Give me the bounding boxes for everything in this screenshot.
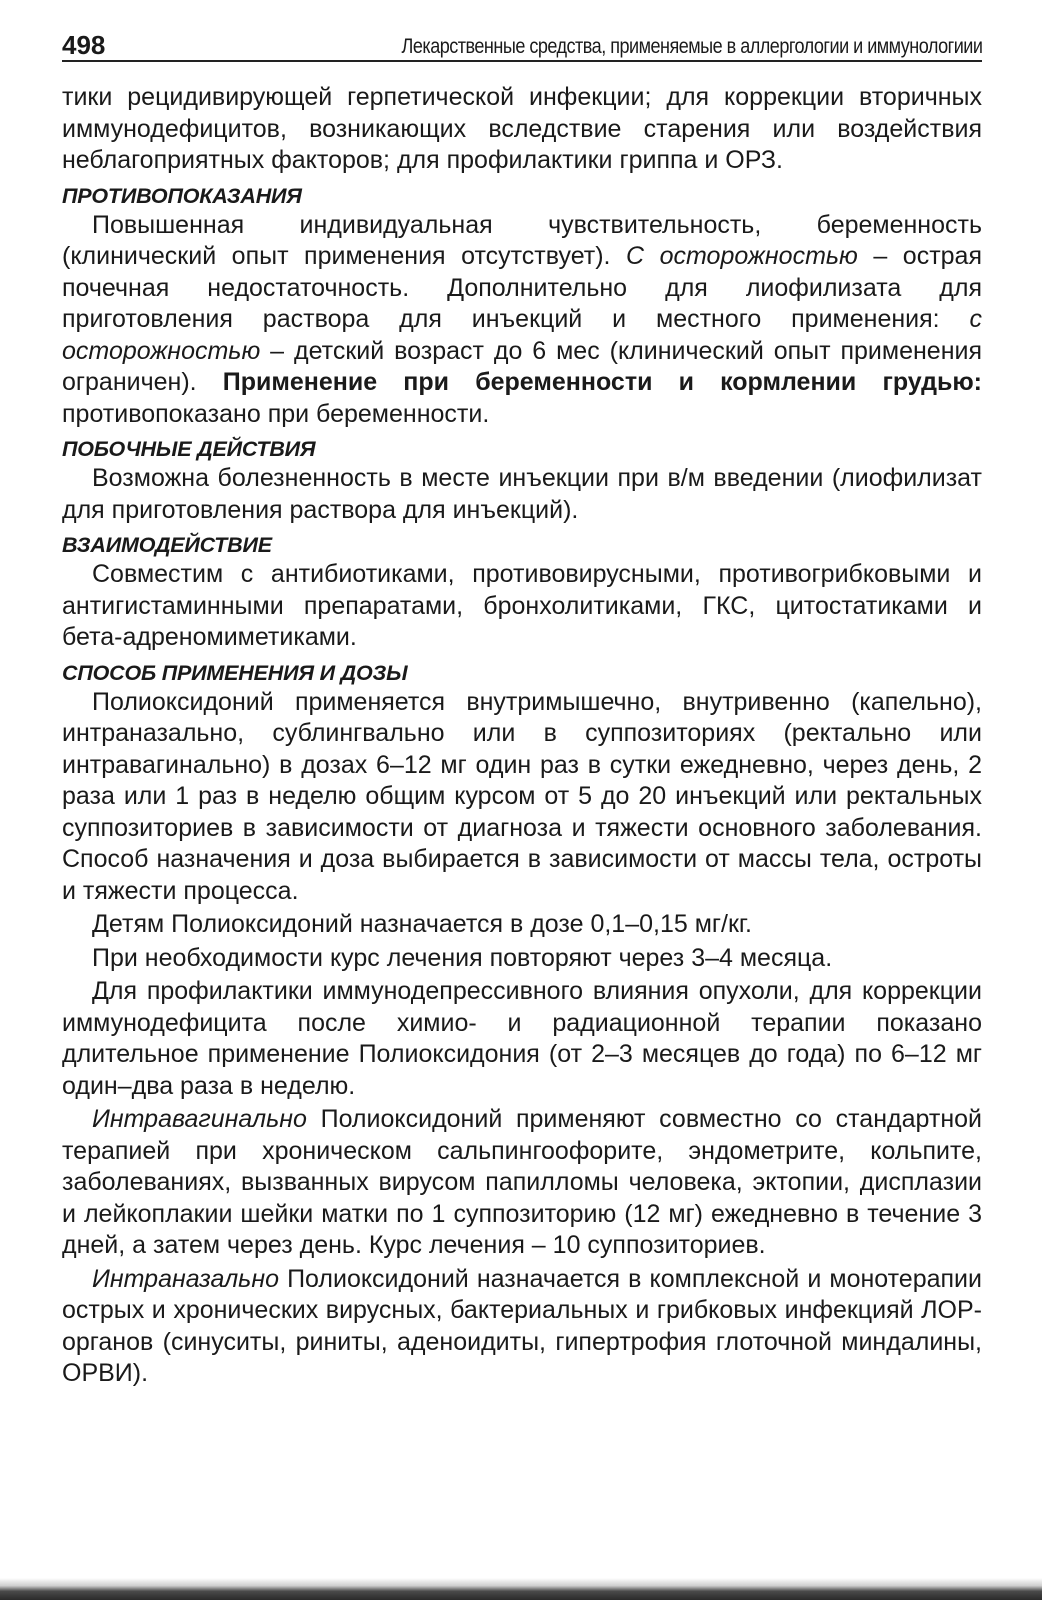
side-effects-heading: ПОБОЧНЫЕ ДЕЙСТВИЯ [62, 437, 316, 461]
caution-label-1: С осторожностью [626, 242, 858, 270]
pregnancy-label: Применение при беременности и кормлении грудью: [222, 368, 982, 396]
contraindications-text-2: – острая почечная недостаточность. Дополнительно для лиофилизата для приготовления раствора для инъекций и местного применения: [62, 242, 983, 333]
intravaginal-text: Полиоксидоний применяют совместно со стандартной терапией при хроническом сальпингоофорите, эндометрите, кольпите, заболеваниях, вызванных вирусом папилломы человека, эктопии, дисплазии и лейкоплакии шейки матки по 1 суппозиторию (12 мг) ежедневно в течение 3 дней, а затем через день. Курс лечения – 10 суппозиториев. [62, 1105, 982, 1259]
intranasal-lead: Интраназально [92, 1264, 279, 1293]
running-title: Лекарственные средства, применяемые в аллергологии и иммунологиии [401, 35, 982, 58]
running-head [62, 24, 982, 62]
dosage-paragraph-repeat: При необходимости курс лечения повторяют через 3–4 месяца. [92, 943, 833, 972]
dosage-paragraph-children: Детям Полиоксидоний назначается в дозе 0,1–0,15 мг/кг. [92, 910, 752, 938]
contraindications-text-1: Повышенная индивидуальная чувствительность, беременность (клинический опыт применения отсутствует). [62, 210, 982, 270]
book-page [62, 24, 982, 1390]
intranasal-text: Полиоксидоний назначается в комплексной и монотерапии острых и хронических вирусных, бактериальных и грибковых инфекцияй ЛОР-органов (синуситы, риниты, аденоидиты, гипертрофия глоточной миндалины, ОРВИ). [62, 1264, 982, 1387]
dosage-paragraph-intranasal [62, 1264, 982, 1390]
article-body [62, 82, 982, 1390]
contraindications-heading: ПРОТИВОПОКАЗАНИЯ [62, 183, 302, 208]
dosage-paragraph-prophylaxis: Для профилактики иммунодепрессивного влияния опухоли, для коррекции иммунодефицита после химио- и радиационной терапии показано длительное применение Полиоксидония (от 2–3 месяцев до года) по 6–12 мг один–два раза в неделю. [62, 977, 982, 1100]
dosage-paragraph-1: Полиоксидоний применяется внутримышечно, внутривенно (капельно), интраназально, сублингвально или в суппозиториях (ректально или интравагинально) в дозах 6–12 мг один раз в сутки ежедневно, через день, 2 раза или 1 раз в неделю общим курсом от 5 до 20 инъекций или ректальных суппозиториев в зависимости от диагноза и тяжести основного заболевания. Способ назначения и доза выбирается в зависимости от массы тела, остроты и тяжести процесса. [62, 687, 982, 905]
intravaginal-lead: Интравагинально [92, 1105, 307, 1133]
side-effects-paragraph: Возможна болезненность в месте инъекции при в/м введении (лиофилизат для приготовления раствора для инъекций). [62, 464, 982, 524]
dosage-heading: СПОСОБ ПРИМЕНЕНИЯ И ДОЗЫ [62, 660, 408, 685]
caution-label-2: с осторожностью [62, 305, 982, 365]
interaction-paragraph: Совместим с антибиотиками, противовирусными, противогрибковыми и антигистаминными препаратами, бронхолитиками, ГКС, цитостатиками и бета-адреномиметиками. [62, 560, 982, 651]
pregnancy-text: противопоказано при беременности. [62, 399, 490, 428]
interaction-heading: ВЗАИМОДЕЙСТВИЕ [62, 533, 272, 557]
intro-paragraph: тики рецидивирующей герпетической инфекции; для коррекции вторичных иммунодефицитов, возникающих вследствие старения или воздействия неблагоприятных факторов; для профилактики гриппа и ОРЗ. [62, 83, 982, 174]
contraindications-text-3: – детский возраст до 6 мес (клинический опыт применения ограничен). [62, 336, 982, 396]
scan-bottom-edge [0, 1578, 1042, 1600]
page-number: 498 [62, 30, 106, 60]
contraindications-paragraph [62, 210, 982, 431]
dosage-paragraph-intravaginal [62, 1104, 982, 1262]
